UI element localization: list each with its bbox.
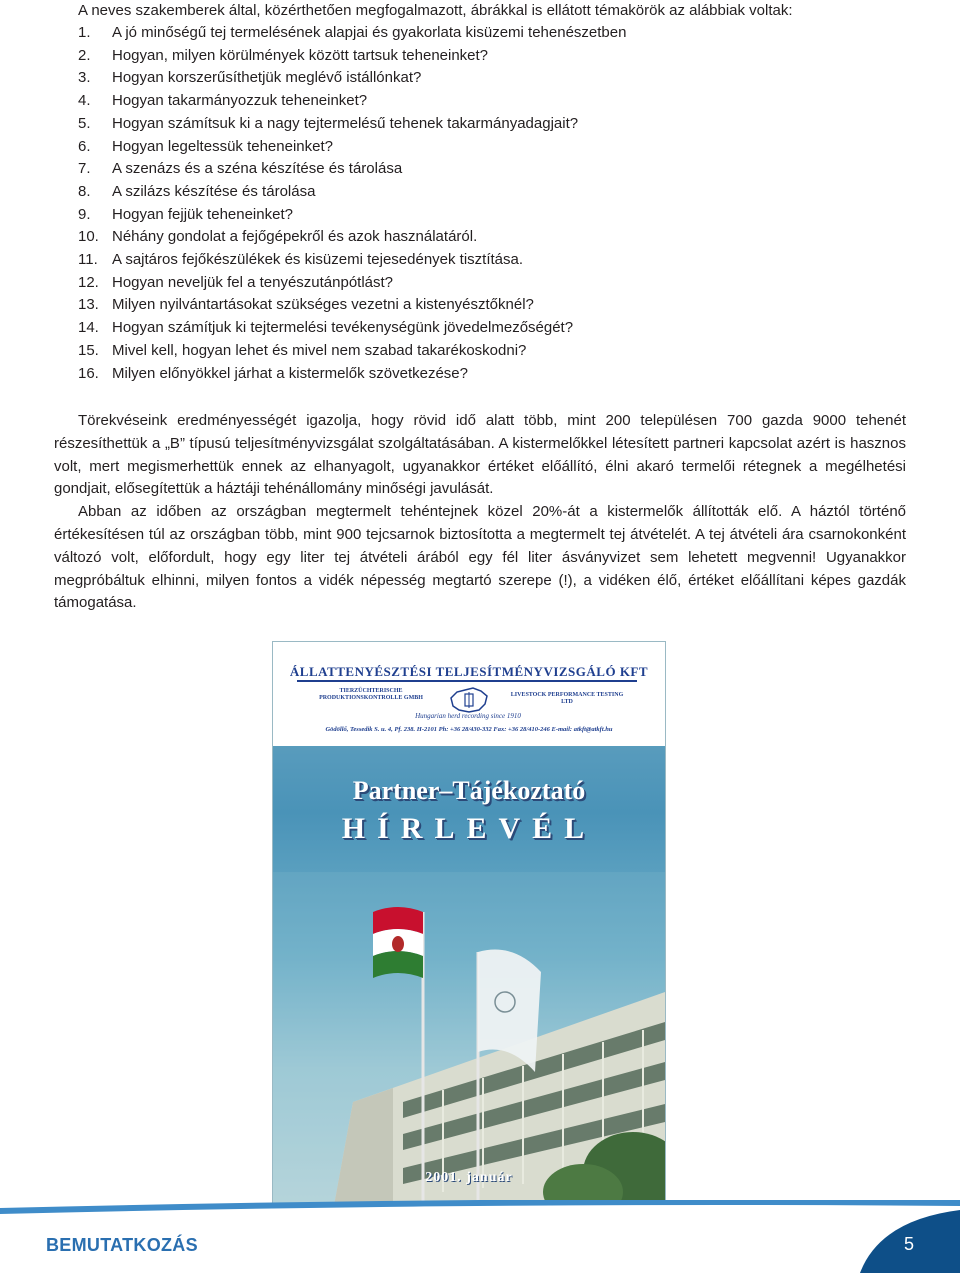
topic-item bbox=[78, 181, 838, 204]
topic-item bbox=[78, 204, 838, 227]
topic-item bbox=[78, 22, 838, 45]
cover-subtitle-english: LIVESTOCK PERFORMANCE TESTING LTD bbox=[510, 692, 624, 705]
topic-number: 11. bbox=[78, 251, 98, 269]
topic-text: Hogyan, milyen körülmények között tartsuk teheneinket? bbox=[112, 46, 489, 64]
topic-number: 14. bbox=[78, 319, 99, 337]
topic-number: 2. bbox=[78, 46, 91, 64]
paragraph-1: Törekvéseink eredményességét igazolja, hogy rövid idő alatt több, mint 200 településen 700 gazda 9000 tehenét részesíthettük a „B” típusú teljesítményvizsgálat szolgáltatásában. A kistermelőkkel létesített partneri kapcsolat azért is hasznos volt, mert megismerhettük ennek az elhanyagolt, ugyanakkor értéket előállító, élni akaró termelői rétegnek a megélhetési gondjait, elősegítettük a háztáji tehénállomány minőségi javulását. bbox=[54, 412, 906, 498]
topic-text: A jó minőségű tej termelésének alapjai és gyakorlata kisüzemi tehenészetben bbox=[112, 24, 627, 41]
topic-number: 1. bbox=[78, 24, 91, 41]
topic-list bbox=[78, 22, 838, 385]
topic-number: 7. bbox=[78, 160, 91, 178]
topic-text: Milyen nyilvántartásokat szükséges vezetni a kistenyésztőknél? bbox=[112, 296, 534, 314]
topic-item bbox=[78, 249, 838, 272]
section-label: BEMUTATKOZÁS bbox=[46, 1235, 198, 1255]
topic-number: 6. bbox=[78, 137, 91, 155]
cover-subtitle-german: TIERZÜCHTERISCHE PRODUKTIONSKONTROLLE GMBH bbox=[319, 688, 423, 701]
topic-number: 16. bbox=[78, 364, 99, 382]
cover-date: 2001. január bbox=[425, 1170, 513, 1185]
topic-item bbox=[78, 45, 838, 68]
building-with-flags-photo bbox=[273, 872, 665, 1211]
cover-title: Partner–Tájékoztató bbox=[352, 776, 586, 805]
cover-divider bbox=[297, 680, 637, 682]
topic-item bbox=[78, 294, 838, 317]
topic-item bbox=[78, 113, 838, 136]
topic-text: Mivel kell, hogyan lehet és mivel nem szabad takarékoskodni? bbox=[112, 341, 527, 359]
topic-item bbox=[78, 363, 838, 386]
topic-item bbox=[78, 90, 838, 113]
topic-text: Hogyan korszerűsíthetjük meglévő istállónkat? bbox=[112, 69, 422, 87]
topic-text: Milyen előnyökkel járhat a kistermelők szövetkezése? bbox=[112, 364, 468, 382]
topic-number: 13. bbox=[78, 296, 99, 314]
cover-motto: Hungarian herd recording since 1910 bbox=[415, 712, 521, 720]
topic-text: A szilázs készítése és tárolása bbox=[112, 182, 316, 200]
topic-number: 3. bbox=[78, 69, 91, 87]
page-number: 5 bbox=[904, 1234, 915, 1254]
topic-number: 12. bbox=[78, 273, 99, 291]
topic-text: Hogyan számítjuk ki tejtermelési tevékenységünk jövedelmezőségét? bbox=[112, 319, 574, 337]
topic-item bbox=[78, 136, 838, 159]
topic-number: 5. bbox=[78, 114, 91, 132]
body-text bbox=[54, 410, 906, 615]
topic-item bbox=[78, 158, 838, 181]
topic-item bbox=[78, 67, 838, 90]
topic-text: Hogyan takarmányozzuk teheneinket? bbox=[112, 92, 368, 110]
topic-item bbox=[78, 272, 838, 295]
cover-organization: ÁLLATTENYÉSZTÉSI TELJESÍTMÉNYVIZSGÁLÓ KFT bbox=[289, 664, 649, 679]
topic-text: Hogyan számítsuk ki a nagy tejtermelésű tehenek takarmányadagjait? bbox=[112, 114, 579, 132]
topic-number: 15. bbox=[78, 341, 99, 359]
topic-text: Néhány gondolat a fejőgépekről és azok használatáról. bbox=[112, 228, 478, 246]
topic-text: A sajtáros fejőkészülékek és kisüzemi tejesedények tisztítása. bbox=[112, 251, 524, 269]
topic-item bbox=[78, 317, 838, 340]
topic-text: A szenázs és a széna készítése és tárolása bbox=[112, 160, 403, 178]
cover-address: Gödöllő, Tessedik S. u. 4, Pf. 238. H-2101 Ph: +36 28/430-332 Fax: +36 28/410-246 E-mail: atkft@atkft.hu bbox=[325, 726, 613, 733]
cover-title-hirlevel: HÍRLEVÉL bbox=[341, 812, 597, 845]
topic-number: 4. bbox=[78, 92, 91, 110]
topic-item bbox=[78, 340, 838, 363]
topic-text: Hogyan fejjük teheneinket? bbox=[112, 205, 293, 223]
intro-text: A neves szakemberek által, közérthetően megfogalmazott, ábrákkal is ellátott témakörök az alábbiak voltak: bbox=[78, 2, 793, 19]
paragraph-2: Abban az időben az országban megtermelt tehéntejnek közel 20%-át a kistermelők állították elő. A háztól történő értékesítésen túl az országban több, mint 900 tejcsarnok biztosította a megtermelt tej átvételét. A tej átvételi ára csarnokonként változó volt, előfordult, hogy egy liter tej átvételi árából egy fél liter ásványvizet sem lehetett megvenni! Ugyanakkor megpróbáltuk elhinni, milyen fontos a vidék népesség megtartó szerepe (!), a vidéken élő, értéket előállítani képes gazdák támogatása. bbox=[54, 503, 906, 612]
topic-text: Hogyan legeltessük teheneinket? bbox=[112, 137, 333, 155]
topic-number: 8. bbox=[78, 182, 91, 200]
newsletter-cover-image bbox=[272, 641, 666, 1212]
topic-number: 9. bbox=[78, 205, 91, 223]
topic-text: Hogyan neveljük fel a tenyészutánpótlást? bbox=[112, 273, 394, 291]
topic-item bbox=[78, 226, 838, 249]
topic-number: 10. bbox=[78, 228, 99, 246]
